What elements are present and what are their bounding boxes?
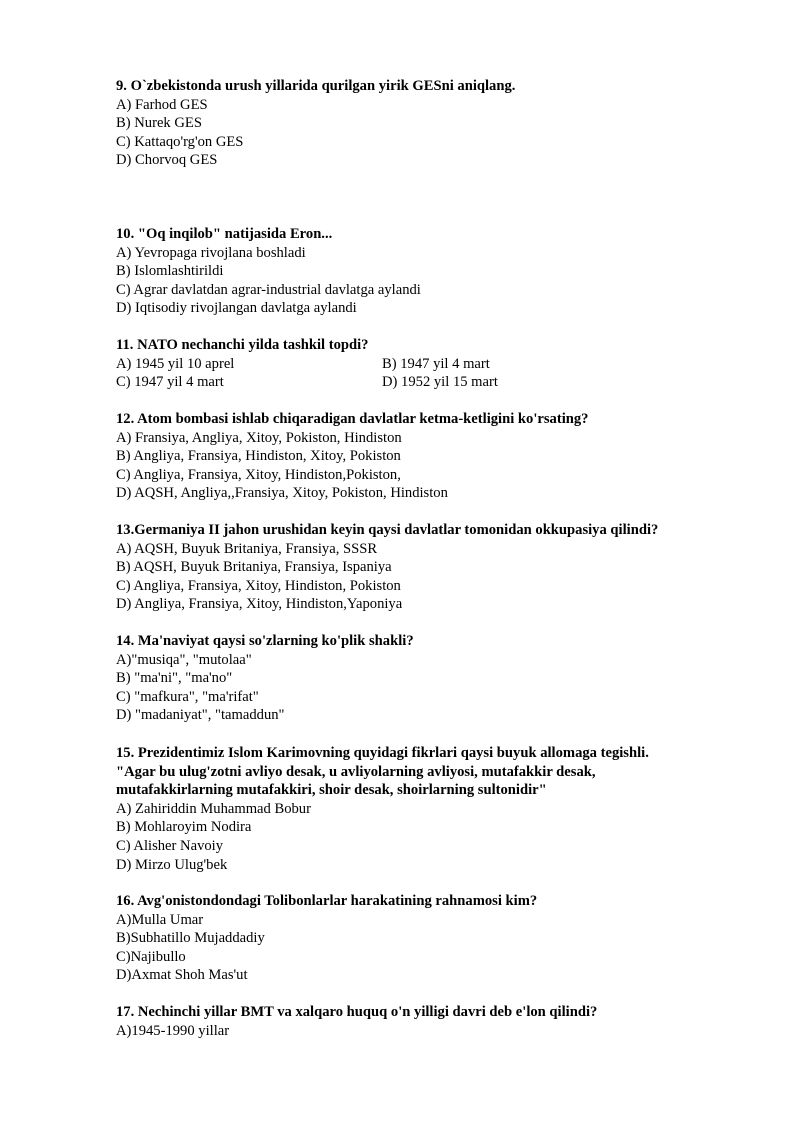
option-b: B) AQSH, Buyuk Britaniya, Fransiya, Ispaniya xyxy=(116,559,392,576)
option-c: C)Najibullo xyxy=(116,948,186,965)
question-11 xyxy=(116,336,756,392)
option-b: B) "ma'ni", "ma'no" xyxy=(116,670,233,687)
option-b: B) Nurek GES xyxy=(116,115,202,132)
option-a: A) 1945 yil 10 aprel xyxy=(116,355,235,372)
option-c: C) 1947 yil 4 mart xyxy=(116,374,224,391)
question-12 xyxy=(116,410,756,503)
option-a: A)Mulla Umar xyxy=(116,911,204,928)
option-c: C) Angliya, Fransiya, Xitoy, Hindiston, Pokiston xyxy=(116,577,401,594)
option-a: A) Zahiriddin Muhammad Bobur xyxy=(116,800,311,817)
options-row-1 xyxy=(116,355,756,374)
question-13 xyxy=(116,521,756,614)
option-c: C) Kattaqo'rg'on GES xyxy=(116,133,244,150)
question-title: 10. "Oq inqilob" natijasida Eron... xyxy=(116,226,333,242)
question-10 xyxy=(116,225,756,318)
option-c: C) Alisher Navoiy xyxy=(116,837,224,854)
option-b: B) Islomlashtirildi xyxy=(116,263,224,280)
question-title: 16. Avg'onistondondagi Tolibonlarlar harakatining rahnamosi kim? xyxy=(116,893,538,909)
question-title: 17. Nechinchi yillar BMT va xalqaro huquq o'n yilligi davri deb e'lon qilindi? xyxy=(116,1004,598,1020)
question-title: 13.Germaniya II jahon urushidan keyin qaysi davlatlar tomonidan okkupasiya qilindi? xyxy=(116,522,659,538)
option-a: A) Farhod GES xyxy=(116,96,208,113)
question-16 xyxy=(116,892,756,985)
option-a: A)1945-1990 yillar xyxy=(116,1022,230,1039)
option-d: D) Angliya, Fransiya, Xitoy, Hindiston,Yaponiya xyxy=(116,596,403,613)
option-d: D) Iqtisodiy rivojlangan davlatga aylandi xyxy=(116,300,357,317)
option-b: B) 1947 yil 4 mart xyxy=(382,355,490,372)
option-d: D) 1952 yil 15 mart xyxy=(382,374,498,391)
question-quote-line: mutafakkirlarning mutafakkiri, shoir desak, shoirlarning sultonidir" xyxy=(116,782,547,799)
question-quote-line: "Agar bu ulug'zotni avliyo desak, u avliyolarning avliyosi, mutafakkir desak, xyxy=(116,763,596,780)
option-a: A) Fransiya, Angliya, Xitoy, Pokiston, Hindiston xyxy=(116,429,402,446)
option-b: B) Angliya, Fransiya, Hindiston, Xitoy, Pokiston xyxy=(116,448,401,465)
question-title: 12. Atom bombasi ishlab chiqaradigan davlatlar ketma-ketligini ko'rsating? xyxy=(116,411,589,427)
option-d: D) "madaniyat", "tamaddun" xyxy=(116,707,285,724)
option-a: A) Yevropaga rivojlana boshladi xyxy=(116,244,306,261)
question-17 xyxy=(116,1003,756,1040)
option-a: A) AQSH, Buyuk Britaniya, Fransiya, SSSR xyxy=(116,540,378,557)
options-row-2 xyxy=(116,373,756,392)
option-d: D) Chorvoq GES xyxy=(116,152,218,169)
option-d: D) AQSH, Angliya,,Fransiya, Xitoy, Pokiston, Hindiston xyxy=(116,485,448,502)
option-c: C) "mafkura", "ma'rifat" xyxy=(116,688,259,705)
option-d: D)Axmat Shoh Mas'ut xyxy=(116,967,248,984)
question-9 xyxy=(116,77,756,170)
option-a: A)"musiqa", "mutolaa" xyxy=(116,651,252,668)
question-title: 9. O`zbekistonda urush yillarida qurilgan yirik GESni aniqlang. xyxy=(116,78,516,94)
option-b: B) Mohlaroyim Nodira xyxy=(116,819,252,836)
question-title: 14. Ma'naviyat qaysi so'zlarning ko'plik shakli? xyxy=(116,633,414,649)
option-b: B)Subhatillo Mujaddadiy xyxy=(116,930,265,947)
option-d: D) Mirzo Ulug'bek xyxy=(116,856,228,873)
question-14 xyxy=(116,632,756,725)
question-title: 11. NATO nechanchi yilda tashkil topdi? xyxy=(116,337,369,353)
question-15 xyxy=(116,744,756,874)
question-title-line: 15. Prezidentimiz Islom Karimovning quyidagi fikrlari qaysi buyuk allomaga tegishli. xyxy=(116,745,649,761)
option-c: C) Angliya, Fransiya, Xitoy, Hindiston,Pokiston, xyxy=(116,466,401,483)
option-c: C) Agrar davlatdan agrar-industrial davlatga aylandi xyxy=(116,281,421,298)
